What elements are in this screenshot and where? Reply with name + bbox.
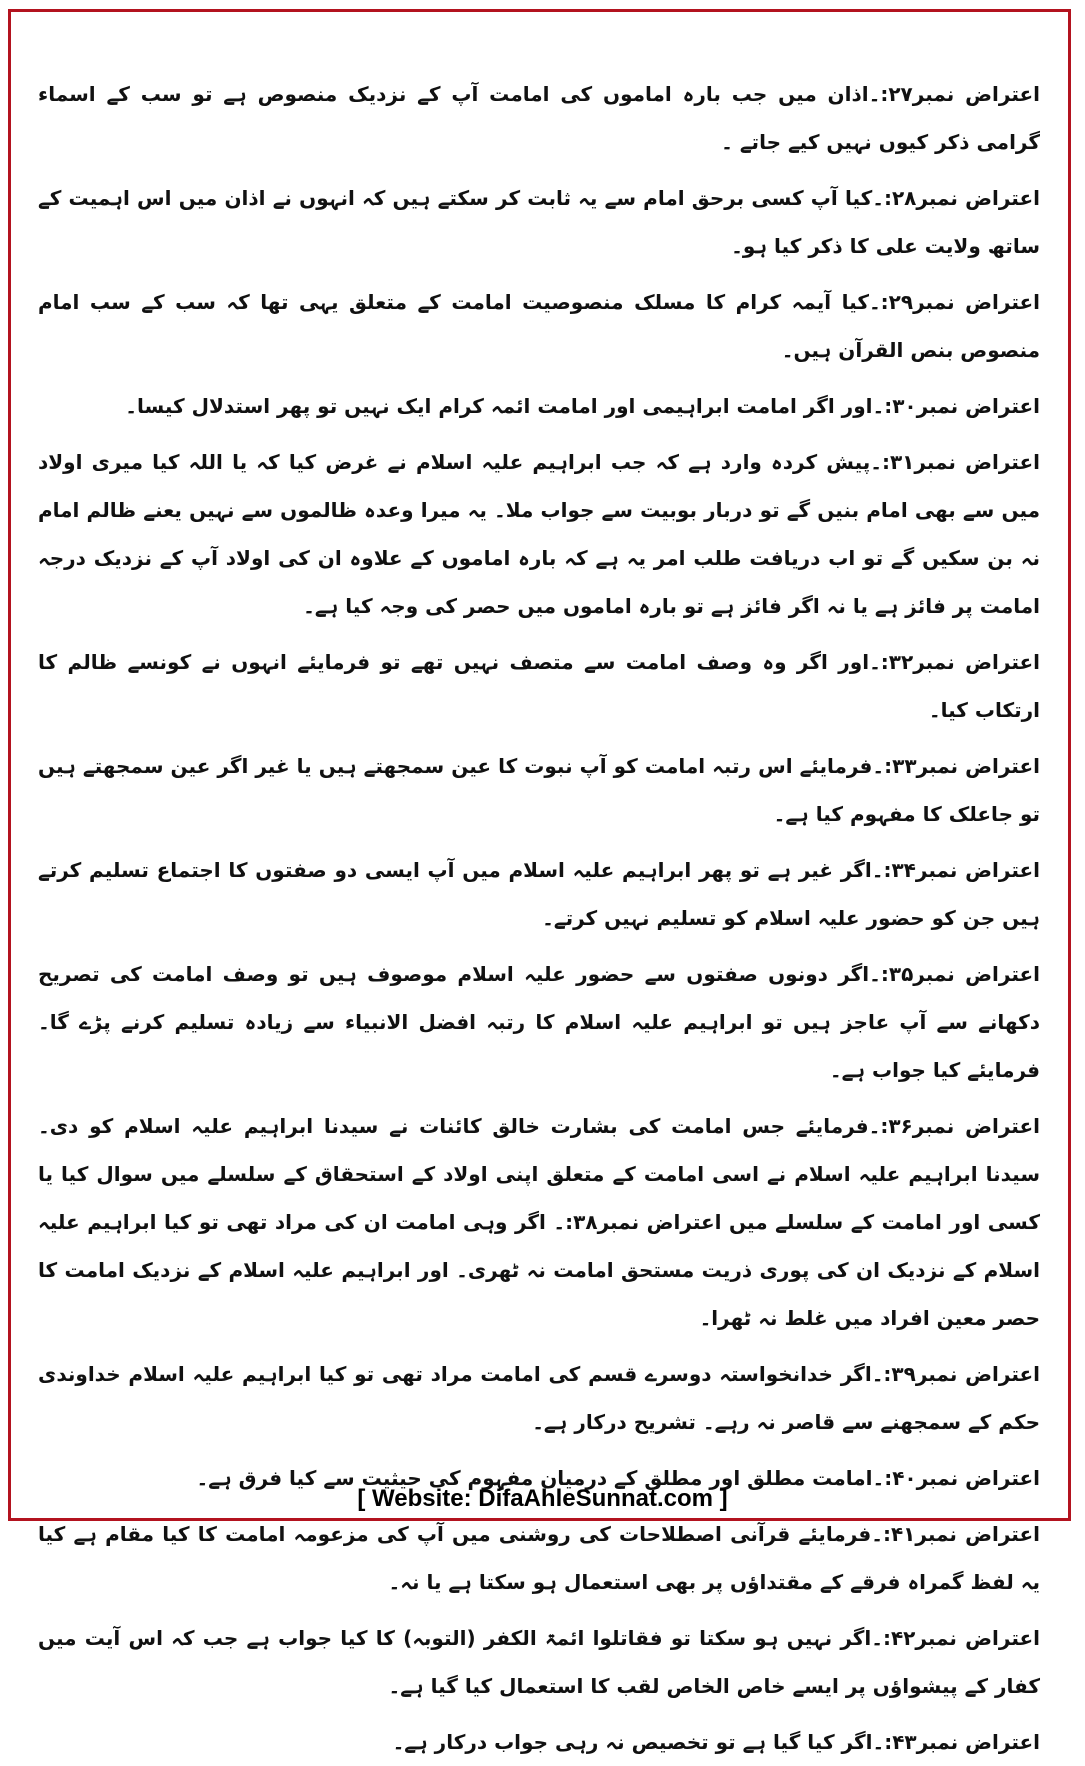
objection-label: اعتراض نمبر۳۶:۔	[868, 1114, 1040, 1138]
objection-text: اور اگر وہ وصف امامت سے متصف نہیں تھے تو فرمایئے انہوں نے کونسے ظالم کا ارتکاب کیا۔	[38, 650, 1040, 722]
objection-text: کیا آیمہ کرام کا مسلک منصوصیت امامت کے متعلق یہی تھا کہ سب کے سب امام منصوص بنص القرآن ہیں۔	[38, 290, 1040, 362]
objection-text: امامت مطلق اور مطلق کے درمیان مفہوم کی حیثیت سے کیا فرق ہے۔	[196, 1466, 873, 1490]
objection-label: اعتراض نمبر۳۵:۔	[869, 962, 1040, 986]
objection-text: اگر خدانخواستہ دوسرے قسم کی امامت مراد تھی تو کیا ابراہیم علیہ اسلام خداوندی حکم کے سمجھنے سے قاصر نہ رہے۔ تشریح درکار ہے۔	[38, 1362, 1040, 1434]
website-footer: [ Website: DifaAhleSunnat.com ]	[357, 1485, 728, 1512]
objection-35	[38, 950, 1040, 1094]
objection-label: اعتراض نمبر۲۷:۔	[868, 82, 1041, 106]
objection-42	[38, 1614, 1040, 1710]
objection-29	[38, 278, 1040, 374]
objection-label: اعتراض نمبر۴۲:۔	[871, 1626, 1040, 1650]
objection-label: اعتراض نمبر۳۱:۔	[870, 450, 1040, 474]
objection-33	[38, 742, 1040, 838]
objection-text: اور اگر امامت ابراہیمی اور امامت ائمہ کرام ایک نہیں تو پھر استدلال کیسا۔	[125, 394, 873, 418]
objection-36	[38, 1102, 1040, 1342]
objection-28	[38, 174, 1040, 270]
objection-41	[38, 1510, 1040, 1606]
objection-label: اعتراض نمبر۳۴:۔	[871, 858, 1041, 882]
objection-31	[38, 438, 1040, 630]
objection-text: فرمایئے اس رتبہ امامت کو آپ نبوت کا عین سمجھتے ہیں یا غیر اگر عین سمجھتے ہیں تو جاعلک کا مفہوم کیا ہے۔	[38, 754, 1040, 826]
objection-label: اعتراض نمبر۴۱:۔	[871, 1522, 1040, 1546]
objection-30	[38, 382, 1040, 430]
objection-text: فرمایئے قرآنی اصطلاحات کی روشنی میں آپ کی مزعومہ امامت کا کیا مقام ہے کیا یہ لفظ گمراہ فرقے کے مقتداؤں پر بھی استعمال ہو سکتا ہے یا نہ۔	[38, 1522, 1040, 1594]
objection-label: اعتراض نمبر۳۲:۔	[869, 650, 1040, 674]
objection-text: کیا آپ کسی برحق امام سے یہ ثابت کر سکتے ہیں کہ انہوں نے اذان میں اس اہمیت کے ساتھ ولایت علی کا ذکر کیا ہو۔	[38, 186, 1040, 258]
objection-text: اگر دونوں صفتوں سے حضور علیہ اسلام موصوف ہیں تو وصف امامت کی تصریح دکھانے سے آپ عاجز ہیں تو ابراہیم علیہ اسلام کا رتبہ افضل الانبیاء سے زیادہ تسلیم کرنے پڑے گا۔ فرمایئے کیا جواب ہے۔	[38, 962, 1040, 1082]
objection-text: فرمایئے جس امامت کی بشارت خالق کائنات نے سیدنا ابراہیم علیہ اسلام کو دی۔ سیدنا ابراہیم علیہ اسلام نے اسی امامت کے متعلق اپنی اولاد کے استحقاق کے سلسلے میں سوال کیا یا کسی اور امامت کے سلسلے میں اعتراض نمبر۳۸:۔ اگر وہی امامت ان کی مراد تھی تو کیا ابراہیم علیہ اسلام کے نزدیک ان کی پوری ذریت مستحق امامت نہ ٹھری۔ اور ابراہیم علیہ اسلام کے نزدیک امامت کا حصر معین افراد میں غلط نہ ٹھرا۔	[38, 1114, 1040, 1330]
objection-text: پیش کردہ وارد ہے کہ جب ابراہیم علیہ اسلام نے غرض کیا کہ یا اللہ کیا میری اولاد میں سے بھی امام بنیں گے تو دربار بوبیت سے جواب ملا۔ یہ میرا وعدہ ظالموں سے نہیں یعنے ظالم امام نہ بن سکیں گے تو اب دریافت طلب امر یہ ہے کہ بارہ اماموں کے علاوہ ان کی اولاد آپ کے نزدیک درجہ امامت پر فائز ہے یا نہ اگر فائز ہے تو بارہ اماموں میں حصر کی وجہ کیا ہے۔	[38, 450, 1041, 618]
objection-39	[38, 1350, 1040, 1446]
objection-label: اعتراض نمبر۳۰:۔	[872, 394, 1040, 418]
objection-text: اذان میں جب بارہ اماموں کی امامت آپ کے نزدیک منصوص ہے تو سب کے اسماء گرامی ذکر کیوں نہیں کیے جاتے ۔	[38, 82, 1040, 154]
objection-label: اعتراض نمبر۲۹:۔	[868, 290, 1040, 314]
objection-text: اگر غیر ہے تو پھر ابراہیم علیہ اسلام میں آپ ایسی دو صفتوں کا اجتماع تسلیم کرتے ہیں جن کو حضور علیہ اسلام کو تسلیم نہیں کرتے۔	[38, 858, 1040, 930]
objection-label: اعتراض نمبر۳۳:۔	[872, 754, 1040, 778]
objection-43	[38, 1718, 1040, 1766]
objection-27	[38, 70, 1040, 166]
objection-text: اگر کیا گیا ہے تو تخصیص نہ رہی جواب درکار ہے۔	[392, 1730, 873, 1754]
objection-label: اعتراض نمبر۴۰:۔	[872, 1466, 1040, 1490]
objection-label: اعتراض نمبر۴۳:۔	[872, 1730, 1040, 1754]
objection-label: اعتراض نمبر۳۹:۔	[871, 1362, 1041, 1386]
objection-32	[38, 638, 1040, 734]
objection-text: اگر نہیں ہو سکتا تو فقاتلوا ائمۃ الکفر (التوبہ) کا کیا جواب ہے جب کہ اس آیت میں کفار کے پیشواؤں پر ایسے خاص الخاص لقب کا استعمال کیا گیا ہے۔	[38, 1626, 1040, 1698]
objection-34	[38, 846, 1040, 942]
objection-label: اعتراض نمبر۲۸:۔	[872, 186, 1040, 210]
